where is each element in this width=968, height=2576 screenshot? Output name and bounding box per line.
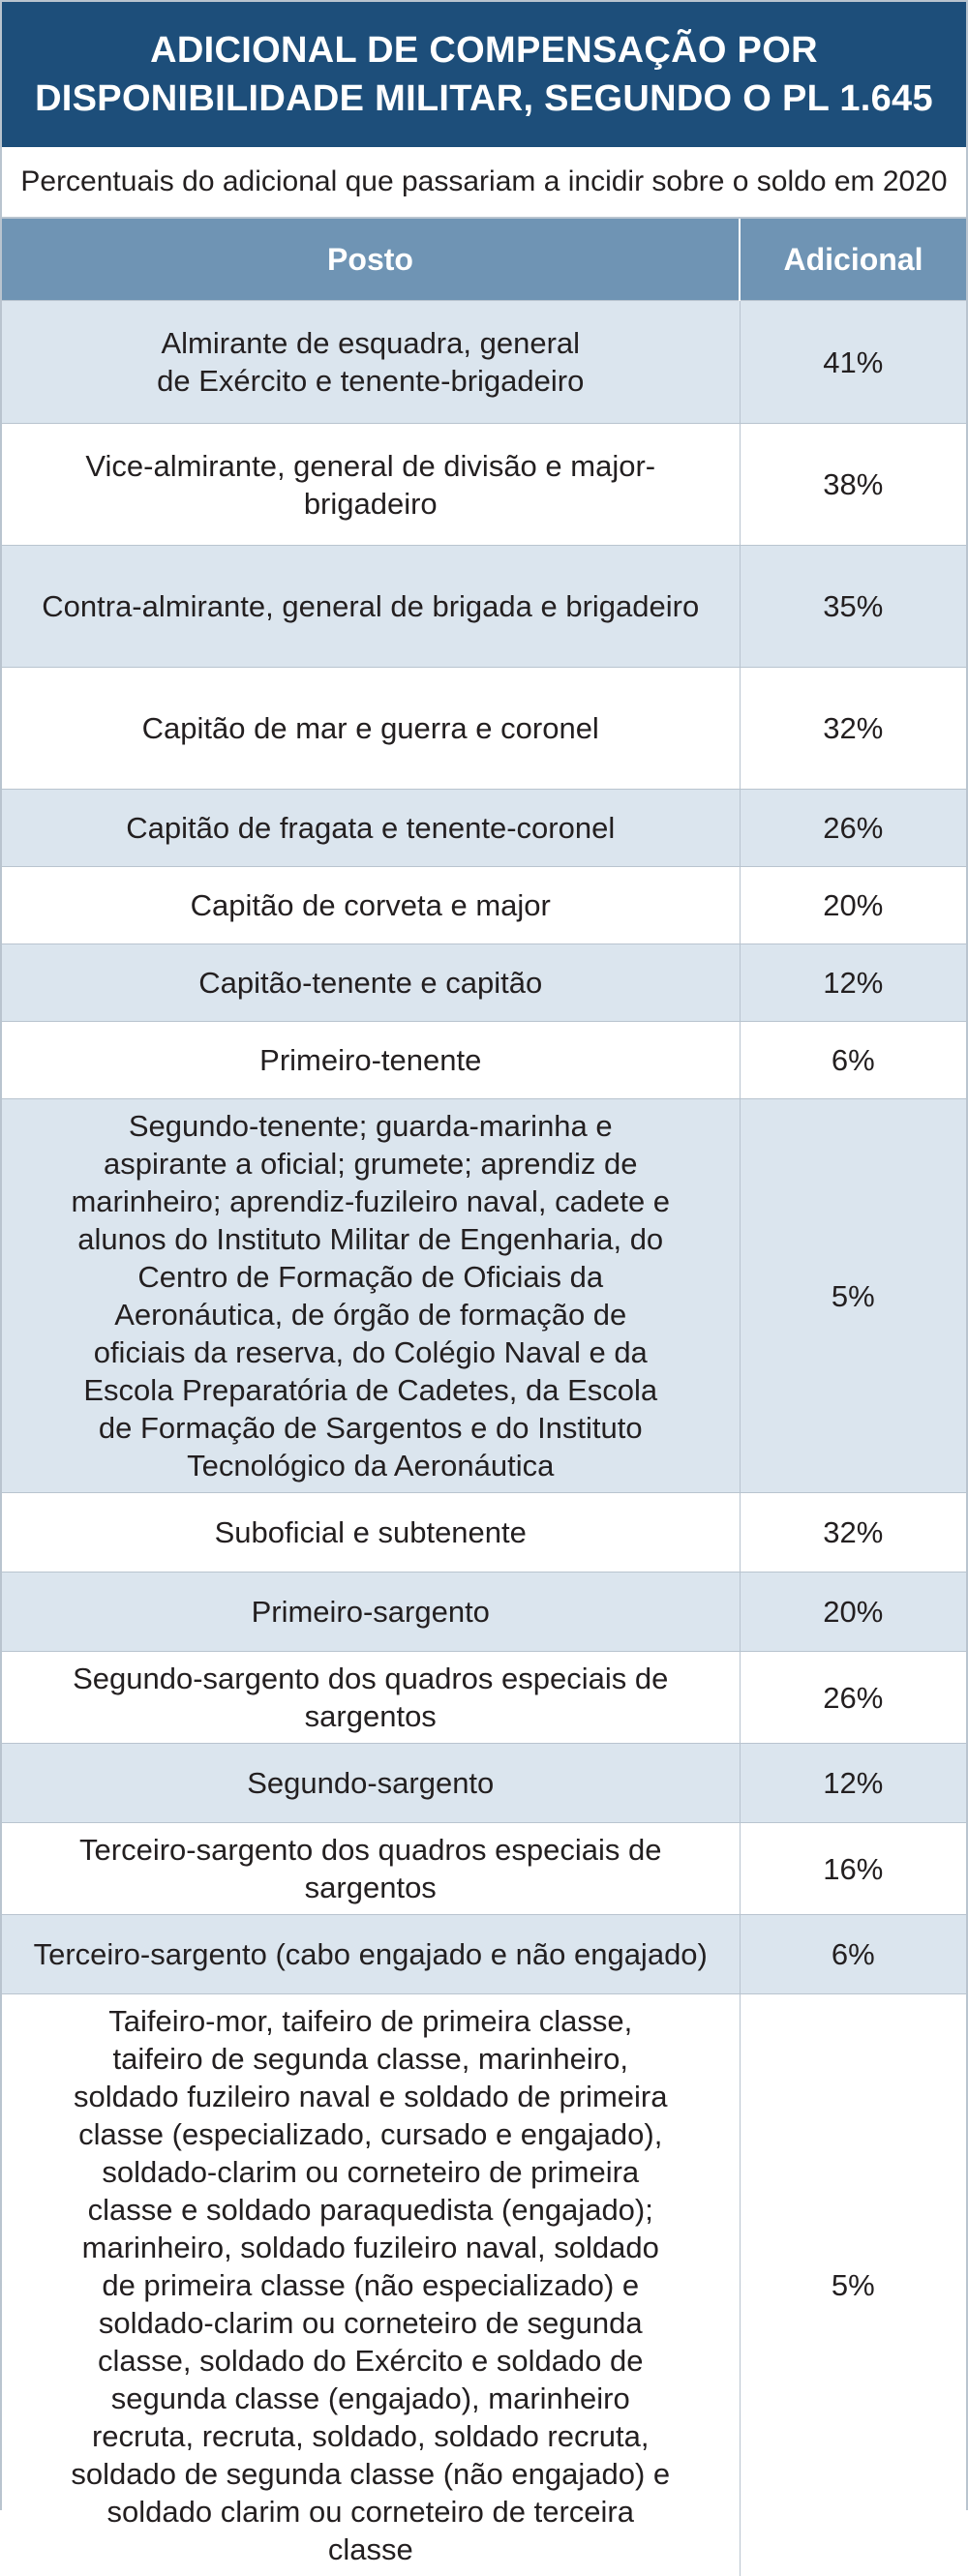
data-table [2, 219, 966, 2576]
table-row [2, 1099, 966, 1493]
posto-cell: Segundo-sargento [2, 1744, 740, 1823]
table-row [2, 1022, 966, 1099]
adicional-cell: 32% [740, 668, 966, 790]
table-row [2, 1652, 966, 1744]
table-row [2, 1744, 966, 1823]
adicional-cell: 20% [740, 867, 966, 944]
posto-cell: Primeiro-tenente [2, 1022, 740, 1099]
table-row [2, 546, 966, 668]
table-title [2, 2, 966, 147]
posto-cell: Capitão de corveta e major [2, 867, 740, 944]
adicional-cell: 26% [740, 1652, 966, 1744]
table-row [2, 301, 966, 424]
adicional-cell: 6% [740, 1915, 966, 1994]
adicional-cell: 26% [740, 790, 966, 867]
posto-cell: Suboficial e subtenente [2, 1493, 740, 1573]
table-row [2, 1493, 966, 1573]
posto-cell: Capitão de fragata e tenente-coronel [2, 790, 740, 867]
table-row [2, 1823, 966, 1915]
table-row [2, 944, 966, 1022]
adicional-cell: 16% [740, 1823, 966, 1915]
posto-cell: Terceiro-sargento dos quadros especiais de sargentos [2, 1823, 740, 1915]
adicional-cell: 12% [740, 1744, 966, 1823]
posto-cell: Terceiro-sargento (cabo engajado e não engajado) [2, 1915, 740, 1994]
adicional-cell: 41% [740, 301, 966, 424]
table-subtitle: Percentuais do adicional que passariam a incidir sobre o soldo em 2020 [2, 147, 966, 219]
posto-cell: Vice-almirante, general de divisão e major-brigadeiro [2, 424, 740, 546]
adicional-cell: 12% [740, 944, 966, 1022]
posto-cell: Capitão-tenente e capitão [2, 944, 740, 1022]
table-title-line-1: ADICIONAL DE COMPENSAÇÃO POR [150, 26, 818, 75]
table-row [2, 424, 966, 546]
posto-cell: Contra-almirante, general de brigada e brigadeiro [2, 546, 740, 668]
posto-cell: Segundo-tenente; guarda-marinha e aspirante a oficial; grumete; aprendiz de marinheiro; aprendiz-fuzileiro naval, cadete e alunos do Instituto Militar de Engenharia, do Centro de Formação de Oficiais da Aeronáutica, de órgão de formação de oficiais da reserva, do Colégio Naval e da Escola Preparatória de Cadetes, da Escola de Formação de Sargentos e do Instituto Tecnológico da Aeronáutica [2, 1099, 740, 1493]
adicional-cell: 5% [740, 1099, 966, 1493]
table-title-line-2: DISPONIBILIDADE MILITAR, SEGUNDO O PL 1.645 [35, 75, 933, 123]
header-row [2, 219, 966, 301]
posto-cell: Primeiro-sargento [2, 1573, 740, 1652]
posto-cell: Taifeiro-mor, taifeiro de primeira classe, taifeiro de segunda classe, marinheiro, soldado fuzileiro naval e soldado de primeira classe (especializado, cursado e engajado), soldado-clarim ou corneteiro de primeira classe e soldado paraquedista (engajado); marinheiro, soldado fuzileiro naval, soldado de primeira classe (não especializado) e soldado-clarim ou corneteiro de segunda classe, soldado do Exército e soldado de segunda classe (engajado), marinheiro recruta, recruta, soldado, soldado recruta, soldado de segunda classe (não engajado) e soldado clarim ou corneteiro de terceira classe [2, 1994, 740, 2576]
adicional-cell: 20% [740, 1573, 966, 1652]
adicional-cell: 38% [740, 424, 966, 546]
posto-cell: Segundo-sargento dos quadros especiais de sargentos [2, 1652, 740, 1744]
posto-cell: Capitão de mar e guerra e coronel [2, 668, 740, 790]
adicional-cell: 32% [740, 1493, 966, 1573]
table-row [2, 668, 966, 790]
posto-cell: Almirante de esquadra, general de Exército e tenente-brigadeiro [2, 301, 740, 424]
adicional-cell: 6% [740, 1022, 966, 1099]
table-row [2, 1915, 966, 1994]
table-row [2, 1573, 966, 1652]
adicional-cell: 5% [740, 1994, 966, 2576]
adicional-cell: 35% [740, 546, 966, 668]
table-row [2, 790, 966, 867]
column-header-posto: Posto [2, 219, 740, 301]
table-row [2, 867, 966, 944]
table-row [2, 1994, 966, 2576]
column-header-adicional: Adicional [740, 219, 966, 301]
